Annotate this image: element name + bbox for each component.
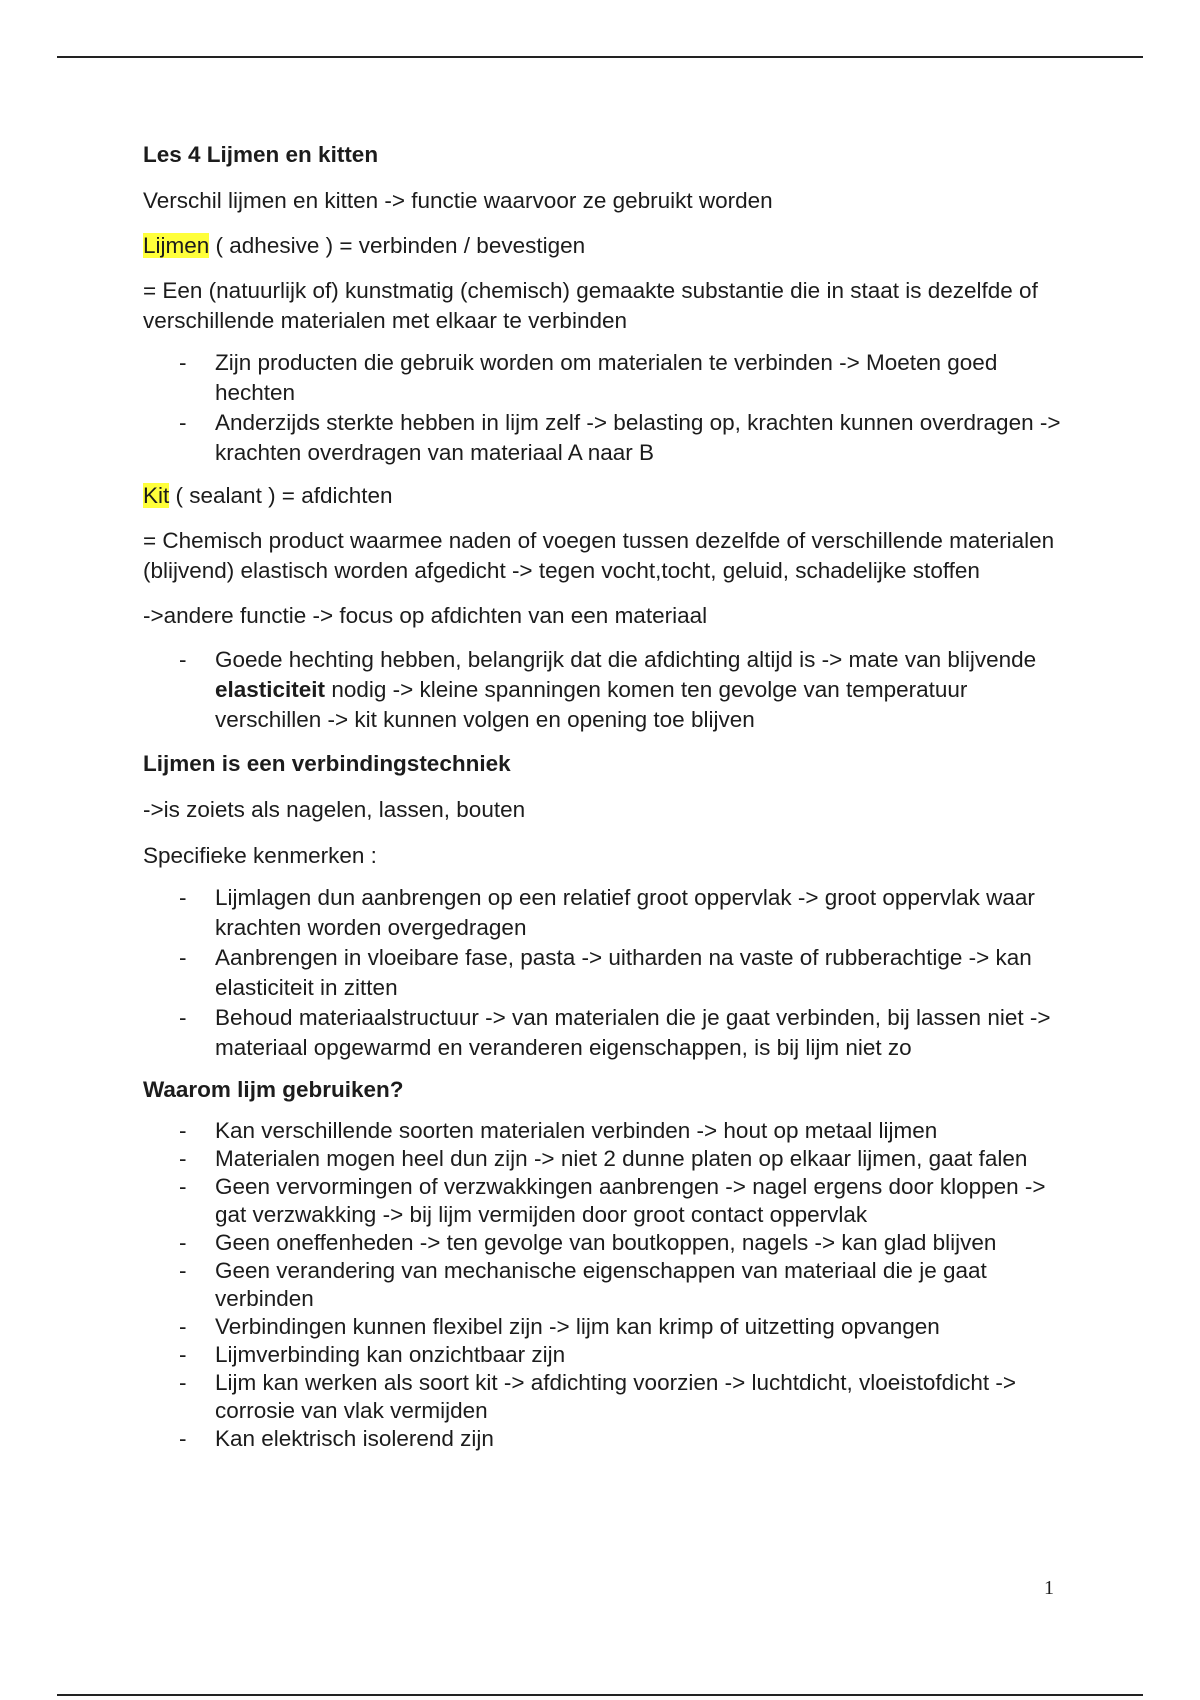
bullet-dash: - xyxy=(179,1174,187,1199)
elasticiteit-bold: elasticiteit xyxy=(215,677,326,702)
lijmen-term: Lijmen xyxy=(143,233,210,258)
page-title: Les 4 Lijmen en kitten xyxy=(143,142,379,167)
list-item: - Goede hechting hebben, belangrijk dat die afdichting altijd is -> mate van blijvende elasticiteit nodig -> kleine spanningen komen ten gevolge van temperatuur verschillen -> kit kunnen volgen en opening toe blijven xyxy=(179,647,1037,732)
list-item: - Lijm kan werken als soort kit -> afdichting voorzien -> luchtdicht, vloeistofdicht -> corrosie van vlak vermijden xyxy=(179,1370,1016,1423)
bullet-dash: - xyxy=(179,1426,187,1451)
lijmen-rest: ( adhesive ) = verbinden / bevestigen xyxy=(209,233,586,258)
header-rule xyxy=(57,56,1143,58)
list-item: - Geen verandering van mechanische eigenschappen van materiaal die je gaat verbinden xyxy=(179,1258,987,1311)
kit-line xyxy=(143,481,1073,511)
list-item: - Zijn producten die gebruik worden om materialen te verbinden -> Moeten goed hechten xyxy=(179,350,998,405)
kit-bullets xyxy=(143,645,1073,735)
features-label: Specifieke kenmerken : xyxy=(143,843,377,868)
kit-rest: ( sealant ) = afdichten xyxy=(169,483,393,508)
list-item: - Aanbrengen in vloeibare fase, pasta -> uitharden na vaste of rubberachtige -> kan elasticiteit in zitten xyxy=(179,945,1032,1000)
kit-function: ->andere functie -> focus op afdichten van een materiaal xyxy=(143,603,708,628)
list-item: - Geen oneffenheden -> ten gevolge van boutkoppen, nagels -> kan glad blijven xyxy=(179,1230,997,1255)
why-heading: Waarom lijm gebruiken? xyxy=(143,1077,404,1102)
footer-rule xyxy=(57,1694,1143,1696)
list-item: - Verbindingen kunnen flexibel zijn -> lijm kan krimp of uitzetting opvangen xyxy=(179,1314,940,1339)
bullet-dash: - xyxy=(179,1342,187,1367)
bullet-dash: - xyxy=(179,1258,187,1283)
bullet-dash: - xyxy=(179,1314,187,1339)
bullet-dash: - xyxy=(179,1005,187,1030)
list-item: - Materialen mogen heel dun zijn -> niet 2 dunne platen op elkaar lijmen, gaat falen xyxy=(179,1146,1028,1171)
lijmen-line xyxy=(143,231,1073,261)
bullet-dash: - xyxy=(179,1146,187,1171)
list-item: - Lijmlagen dun aanbrengen op een relatief groot oppervlak -> groot oppervlak waar krachten worden overgedragen xyxy=(179,885,1035,940)
list-item: - Lijmverbinding kan onzichtbaar zijn xyxy=(179,1342,566,1367)
document-body xyxy=(143,140,1073,1453)
technique-note: ->is zoiets als nagelen, lassen, bouten xyxy=(143,797,526,822)
why-bullets xyxy=(143,1117,1073,1453)
bullet-dash: - xyxy=(179,1370,187,1395)
technique-heading: Lijmen is een verbindingstechniek xyxy=(143,751,511,776)
list-item: - Behoud materiaalstructuur -> van materialen die je gaat verbinden, bij lassen niet -> materiaal opgewarmd en veranderen eigenschappen, is bij lijm niet zo xyxy=(179,1005,1051,1060)
bullet-dash: - xyxy=(179,647,187,672)
technique-bullets xyxy=(143,883,1073,1063)
kit-term: Kit xyxy=(143,483,170,508)
kit-definition: = Chemisch product waarmee naden of voegen tussen dezelfde of verschillende materialen (blijvend) elastisch worden afgedicht -> tegen vocht,tocht, geluid, schadelijke stoffen xyxy=(143,528,1055,583)
bullet-dash: - xyxy=(179,1118,187,1143)
bullet-dash: - xyxy=(179,1230,187,1255)
intro-text: Verschil lijmen en kitten -> functie waarvoor ze gebruikt worden xyxy=(143,188,773,213)
bullet-dash: - xyxy=(179,410,187,435)
lijmen-bullets xyxy=(143,348,1073,468)
bullet-dash: - xyxy=(179,945,187,970)
list-item: - Kan verschillende soorten materialen verbinden -> hout op metaal lijmen xyxy=(179,1118,938,1143)
list-item: - Kan elektrisch isolerend zijn xyxy=(179,1426,494,1451)
page-number: 1 xyxy=(1044,1577,1054,1599)
list-item: - Geen vervormingen of verzwakkingen aanbrengen -> nagel ergens door kloppen -> gat verzwakking -> bij lijm vermijden door groot contact oppervlak xyxy=(179,1174,1046,1227)
lijmen-definition: = Een (natuurlijk of) kunstmatig (chemisch) gemaakte substantie die in staat is dezelfde of verschillende materialen met elkaar te verbinden xyxy=(143,278,1038,333)
bullet-dash: - xyxy=(179,885,187,910)
bullet-dash: - xyxy=(179,350,187,375)
list-item: - Anderzijds sterkte hebben in lijm zelf -> belasting op, krachten kunnen overdragen -> krachten overdragen van materiaal A naar B xyxy=(179,410,1061,465)
